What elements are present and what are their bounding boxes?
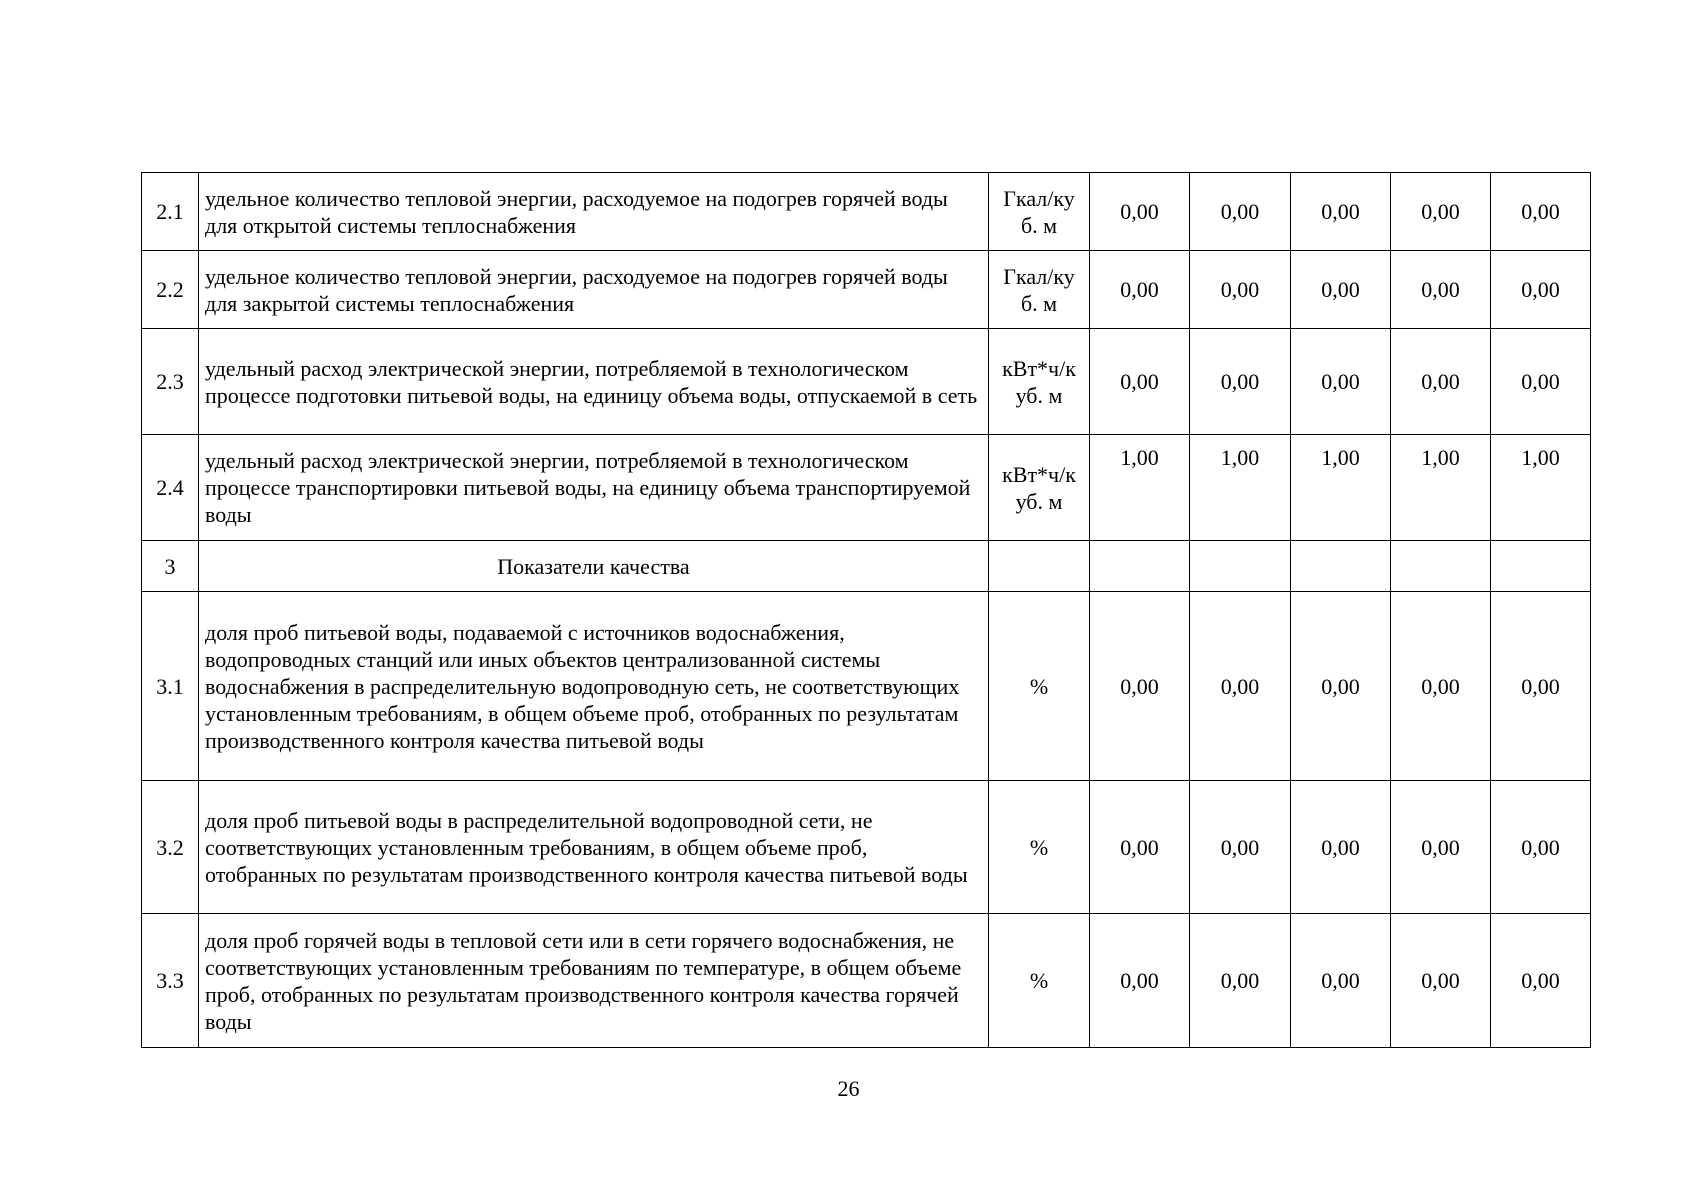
indicators-table [141,172,1591,1048]
value-cell: 0,00 [1491,251,1591,329]
indicator-name: удельный расход электрической энергии, потребляемой в технологическом процессе транспортировки питьевой воды, на единицу объема транспортируемой воды [199,435,989,541]
unit-cell [989,251,1090,329]
value-cell: 0,00 [1090,329,1190,435]
indicator-name: доля проб питьевой воды, подаваемой с источников водоснабжения, водопроводных станций или иных объектов централизованной системы водоснабжения в распределительную водопроводную сеть, не соответствующих установленным требованиям, в общем объеме проб, отобранных по результатам производственного контроля качества питьевой воды [199,592,989,781]
unit-cell: % [989,592,1090,781]
value-cell: 0,00 [1190,173,1291,251]
value-cell: 0,00 [1391,914,1491,1048]
unit-cell [989,173,1090,251]
row-number: 2.4 [142,435,199,541]
empty-cell [1491,541,1591,592]
empty-cell [1190,541,1291,592]
row-number: 3 [142,541,199,592]
row-number: 3.1 [142,592,199,781]
value-cell: 0,00 [1291,173,1391,251]
value-cell: 0,00 [1190,914,1291,1048]
value-cell: 1,00 [1391,435,1491,541]
value-cell: 1,00 [1190,435,1291,541]
value-cell: 0,00 [1090,914,1190,1048]
unit-line: Гкал/ку [1003,263,1075,289]
table-row [142,173,1591,251]
row-number: 3.3 [142,914,199,1048]
empty-cell [1291,541,1391,592]
unit-cell [989,435,1090,541]
unit-line: б. м [1020,212,1058,238]
value-cell: 0,00 [1491,173,1591,251]
value-cell: 1,00 [1491,435,1591,541]
value-cell: 0,00 [1291,329,1391,435]
value-cell: 0,00 [1090,251,1190,329]
unit-line: б. м [1020,290,1058,316]
table-row [142,592,1591,781]
value-cell: 0,00 [1391,173,1491,251]
value-cell: 0,00 [1391,781,1491,914]
table-row [142,435,1591,541]
unit-line: уб. м [1015,382,1063,408]
unit-cell: % [989,781,1090,914]
value-cell: 0,00 [1190,251,1291,329]
unit-cell [989,329,1090,435]
value-cell: 0,00 [1190,781,1291,914]
indicator-name: удельное количество тепловой энергии, расходуемое на подогрев горячей воды для закрытой системы теплоснабжения [199,251,989,329]
empty-cell [1090,541,1190,592]
table-row [142,781,1591,914]
value-cell: 0,00 [1090,592,1190,781]
value-cell: 0,00 [1391,329,1491,435]
unit-line: Гкал/ку [1003,185,1075,211]
value-cell: 0,00 [1090,781,1190,914]
row-number: 2.1 [142,173,199,251]
row-number: 2.3 [142,329,199,435]
unit-line: кВт*ч/к [1002,461,1076,487]
indicator-name: доля проб горячей воды в тепловой сети или в сети горячего водоснабжения, не соответствующих установленным требованиям по температуре, в общем объеме проб, отобранных по результатам производственного контроля качества горячей воды [199,914,989,1048]
row-number: 3.2 [142,781,199,914]
indicator-name: удельный расход электрической энергии, потребляемой в технологическом процессе подготовки питьевой воды, на единицу объема воды, отпускаемой в сеть [199,329,989,435]
table-row [142,914,1591,1048]
value-cell: 0,00 [1491,781,1591,914]
value-cell: 0,00 [1291,592,1391,781]
value-cell: 0,00 [1190,329,1291,435]
value-cell: 0,00 [1391,592,1491,781]
empty-cell [1391,541,1491,592]
table-row [142,251,1591,329]
value-cell: 0,00 [1391,251,1491,329]
section-row [142,541,1591,592]
value-cell: 0,00 [1491,914,1591,1048]
section-title: Показатели качества [199,541,989,592]
indicator-name: удельное количество тепловой энергии, расходуемое на подогрев горячей воды для открытой системы теплоснабжения [199,173,989,251]
page-number: 26 [837,1076,860,1101]
value-cell: 0,00 [1291,914,1391,1048]
value-cell: 0,00 [1291,781,1391,914]
unit-cell: % [989,914,1090,1048]
value-cell: 0,00 [1291,251,1391,329]
indicator-name: доля проб питьевой воды в распределительной водопроводной сети, не соответствующих установленным требованиям, в общем объеме проб, отобранных по результатам производственного контроля качества питьевой воды [199,781,989,914]
value-cell: 1,00 [1090,435,1190,541]
table-row [142,329,1591,435]
unit-line: уб. м [1015,488,1063,514]
value-cell: 0,00 [1090,173,1190,251]
unit-line: кВт*ч/к [1002,355,1076,381]
value-cell: 0,00 [1491,329,1591,435]
value-cell: 0,00 [1190,592,1291,781]
row-number: 2.2 [142,251,199,329]
value-cell: 1,00 [1291,435,1391,541]
value-cell: 0,00 [1491,592,1591,781]
empty-cell [989,541,1090,592]
